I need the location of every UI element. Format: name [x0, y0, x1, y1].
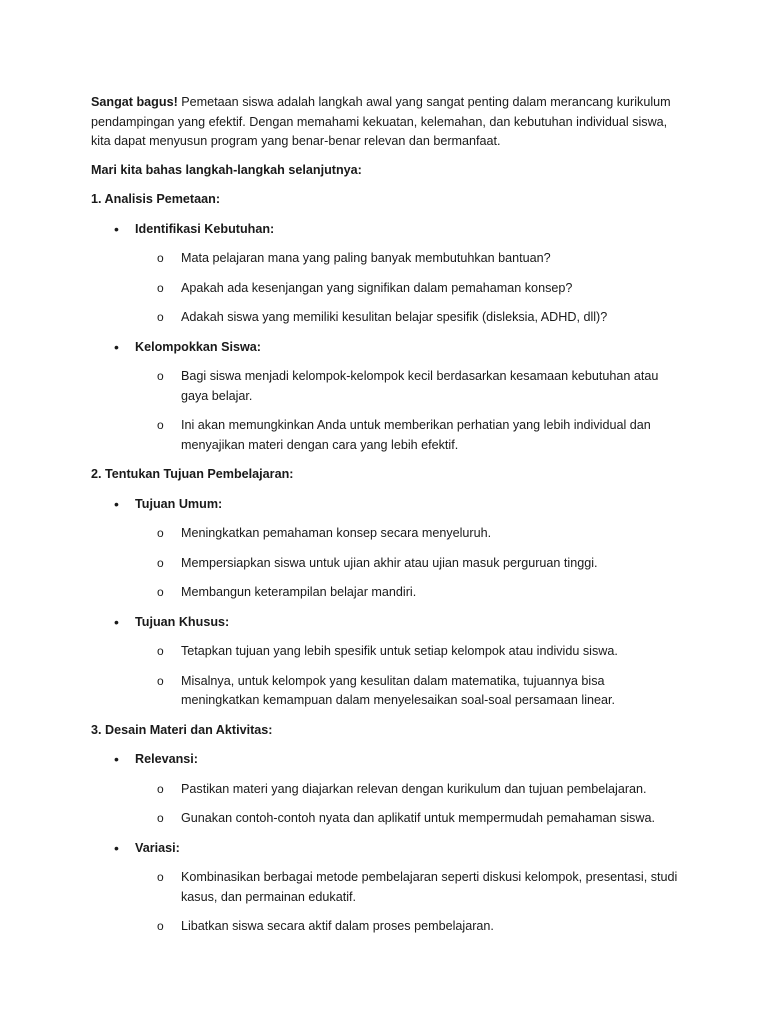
bullet-title: • Variasi: [135, 839, 681, 859]
sub-item-text: Kombinasikan berbagai metode pembelajaran seperti diskusi kelompok, presentasi, studi kasus, dan permainan edukatif. [181, 870, 678, 904]
sub-item-text: Ini akan memungkinkan Anda untuk memberikan perhatian yang lebih individual dan menyajikan materi dengan cara yang lebih efektif. [181, 418, 651, 452]
sub-item-text: Mata pelajaran mana yang paling banyak membutuhkan bantuan? [181, 251, 551, 265]
sub-list [135, 524, 681, 603]
sub-item-text: Misalnya, untuk kelompok yang kesulitan dalam matematika, tujuannya bisa meningkatkan kemampuan dalam menyelesaikan soal-soal persamaan linear. [181, 673, 616, 707]
sub-item [135, 780, 681, 800]
bullet-item [91, 750, 681, 829]
section-analisis-pemetaan [91, 190, 681, 455]
sub-marker: o [157, 870, 164, 884]
sub-marker: o [157, 644, 164, 658]
section-heading: 2. Tentukan Tujuan Pembelajaran: [91, 467, 294, 481]
sub-list [135, 249, 681, 328]
bullet-list [91, 495, 681, 711]
sub-item-text: Mempersiapkan siswa untuk ujian akhir atau ujian masuk perguruan tinggi. [181, 555, 598, 570]
bullet-list [91, 220, 681, 456]
sub-item-text: Pastikan materi yang diajarkan relevan dengan kurikulum dan tujuan pembelajaran. [181, 781, 647, 796]
intro-text: Pemetaan siswa adalah langkah awal yang sangat penting dalam merancang kurikulum pendampingan yang efektif. Dengan memahami kekuatan, kelemahan, dan kebutuhan individual siswa, kita dapat menyusun program yang benar-benar relevan dan bermanfaat. [91, 95, 671, 148]
sub-marker: o [157, 781, 164, 796]
sub-marker: o [157, 919, 164, 933]
sub-item-text: Adakah siswa yang memiliki kesulitan belajar spesifik (disleksia, ADHD, dll)? [181, 310, 608, 324]
document-page [91, 93, 681, 947]
sub-marker: o [157, 526, 164, 540]
sub-item [135, 416, 681, 455]
sub-item [135, 672, 681, 711]
sub-list [135, 780, 681, 829]
sub-item [135, 308, 681, 328]
sub-list [135, 868, 681, 937]
sub-item [135, 249, 681, 269]
sub-item [135, 367, 681, 406]
sub-marker: o [157, 418, 164, 432]
bullet-item [91, 613, 681, 711]
intro-strong: Sangat bagus! [91, 95, 178, 109]
sub-marker: o [157, 310, 164, 324]
sub-item [135, 809, 681, 829]
bullet-title: • Kelompokkan Siswa: [135, 338, 681, 358]
sub-item-text: Membangun keterampilan belajar mandiri. [181, 585, 417, 599]
section-heading: 3. Desain Materi dan Aktivitas: [91, 722, 273, 737]
bullet-item [91, 495, 681, 603]
sub-item [135, 917, 681, 937]
sub-item-text: Bagi siswa menjadi kelompok-kelompok kecil berdasarkan kesamaan kebutuhan atau gaya belajar. [181, 369, 659, 403]
bullet-item [91, 338, 681, 456]
bullet-item [91, 839, 681, 937]
lead-heading: Mari kita bahas langkah-langkah selanjutnya: [91, 162, 362, 177]
bullet-title: • Tujuan Umum: [135, 495, 681, 515]
sub-item-text: Meningkatkan pemahaman konsep secara menyeluruh. [181, 526, 492, 540]
sub-marker: o [157, 811, 164, 825]
sub-item-text: Apakah ada kesenjangan yang signifikan dalam pemahaman konsep? [181, 280, 573, 295]
sub-item [135, 583, 681, 603]
section-desain-materi [91, 721, 681, 937]
intro-paragraph [91, 93, 681, 152]
bullet-list [91, 750, 681, 937]
sub-item-text: Gunakan contoh-contoh nyata dan aplikatif untuk mempermudah pemahaman siswa. [181, 811, 655, 825]
sub-item [135, 554, 681, 574]
sub-item [135, 868, 681, 907]
sub-list [135, 642, 681, 711]
sub-marker: o [157, 280, 164, 295]
sub-item-text: Tetapkan tujuan yang lebih spesifik untuk setiap kelompok atau individu siswa. [181, 644, 618, 658]
sub-marker: o [157, 673, 164, 688]
bullet-title: • Identifikasi Kebutuhan: [135, 220, 681, 240]
sub-marker: o [157, 369, 164, 383]
sub-item [135, 279, 681, 299]
sub-item-text: Libatkan siswa secara aktif dalam proses pembelajaran. [181, 919, 494, 933]
section-heading: 1. Analisis Pemetaan: [91, 192, 221, 206]
bullet-title: • Tujuan Khusus: [135, 613, 681, 633]
sub-marker: o [157, 251, 164, 265]
section-tujuan-pembelajaran [91, 465, 681, 711]
bullet-item [91, 220, 681, 328]
sub-marker: o [157, 585, 164, 599]
sub-list [135, 367, 681, 455]
sub-marker: o [157, 555, 164, 570]
sub-item [135, 524, 681, 544]
sub-item [135, 642, 681, 662]
bullet-title: • Relevansi: [135, 750, 681, 770]
